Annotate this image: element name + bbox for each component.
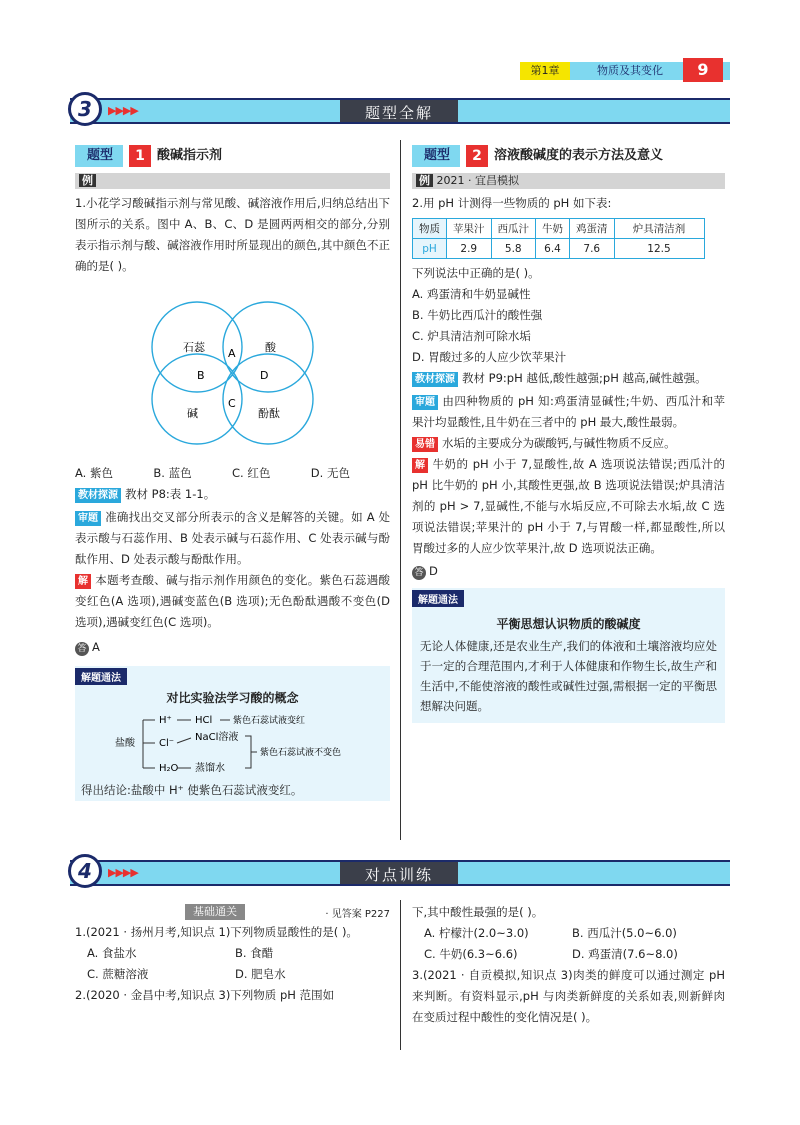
- question-2: 2.用 pH 计测得一些物质的 pH 如下表:: [412, 196, 612, 210]
- option-b: B. 牛奶比西瓜汁的酸性强: [412, 308, 543, 322]
- source-text: 教材 P8:表 1-1。: [125, 487, 216, 501]
- error-note: [412, 433, 725, 454]
- svg-text:紫色石蕊试液变红: 紫色石蕊试液变红: [233, 716, 306, 726]
- option-c: C. 蔗糖溶液: [87, 967, 149, 981]
- shenti-note: [75, 507, 390, 570]
- type-1-section: [75, 145, 390, 801]
- source-note: [75, 484, 390, 505]
- jie-text: 牛奶的 pH 小于 7,显酸性,故 A 选项说法错误;西瓜汁的 pH 比牛奶的 pH 小,其酸性更强,故 B 选项说法错误;炉具清洁剂的 pH > 7,显碱性,不能与水垢反应,不可除去水垢,故 C 选项说法错误;苹果汁的 pH 小于 7,与胃酸一样,都显酸性,所以胃酸过多的人应少饮苹果汁,故 D 选项说法正确。: [412, 457, 725, 555]
- answer-text: D: [429, 564, 438, 578]
- example-label: 例: [79, 174, 96, 187]
- shenti-note: [412, 391, 725, 433]
- method-title: 平衡思想认识物质的酸碱度: [496, 617, 641, 631]
- option-b: B. 食醋: [235, 946, 274, 960]
- table-cell: 6.4: [536, 239, 570, 259]
- example-bar: [412, 173, 725, 189]
- option-b: B. 蓝色: [153, 466, 192, 480]
- table-head: 物质: [413, 219, 447, 239]
- jie-note: [412, 454, 725, 559]
- jie-text: 本题考查酸、碱与指示剂作用颜色的变化。紫色石蕊遇酸变红色(A 选项),遇碱变蓝色(B 选项);无色酚酞遇酸不变色(D 选项),遇碱变红色(C 选项)。: [75, 573, 390, 629]
- venn-d: D: [260, 369, 269, 382]
- type-title: 酸碱指示剂: [157, 148, 223, 163]
- table-head: 西瓜汁: [491, 219, 536, 239]
- table-cell: 2.9: [447, 239, 492, 259]
- method-box-1: [75, 666, 390, 801]
- train-q2: 2.(2020 · 金昌中考,知识点 3)下列物质 pH 范围如: [75, 988, 335, 1002]
- example-label: 例: [416, 174, 433, 187]
- train-q2-row1: [412, 923, 725, 944]
- svg-text:HCl: HCl: [195, 715, 213, 726]
- option-a: A. 紫色: [75, 466, 113, 480]
- column-divider: [400, 140, 401, 840]
- venn-c3: 碱: [187, 407, 198, 420]
- type-number: 1: [129, 145, 151, 167]
- section-3-number: 3: [68, 92, 102, 126]
- ph-table: [412, 218, 705, 259]
- venn-diagram: [75, 287, 390, 457]
- option-b: B. 西瓜汁(5.0~6.0): [572, 926, 677, 940]
- venn-b: B: [197, 369, 205, 382]
- page-number: 9: [683, 58, 723, 82]
- type-number: 2: [466, 145, 488, 167]
- train-q1-row1: [75, 943, 390, 964]
- venn-c2: 酸: [265, 341, 276, 354]
- table-cell: pH: [413, 239, 447, 259]
- chapter-title: 物质及其变化: [597, 64, 663, 77]
- arrows-icon: ▶▶▶▶: [108, 866, 138, 879]
- error-text: 水垢的主要成分为碳酸钙,与碱性物质不反应。: [442, 436, 676, 450]
- option-d: D. 鸡蛋清(7.6~8.0): [572, 947, 678, 961]
- section-4-title: 对点训练: [340, 860, 458, 886]
- venn-c1: 石蕊: [183, 341, 205, 354]
- source-text: 教材 P9:pH 越低,酸性越强;pH 越高,碱性越强。: [462, 371, 707, 385]
- svg-text:蒸馏水: 蒸馏水: [195, 763, 225, 774]
- answer-ref: · 见答案 P227: [325, 908, 390, 920]
- svg-text:Cl⁻: Cl⁻: [159, 738, 175, 749]
- training-right: [412, 902, 725, 1028]
- table-head: 鸡蛋清: [570, 219, 615, 239]
- svg-text:NaCl溶液: NaCl溶液: [195, 732, 239, 743]
- method-conclusion: 得出结论:盐酸中 H⁺ 使紫色石蕊试液变红。: [81, 783, 303, 797]
- train-q1: 1.(2021 · 扬州月考,知识点 1)下列物质显酸性的是( )。: [75, 925, 358, 939]
- table-head: 苹果汁: [447, 219, 492, 239]
- stem: 下列说法中正确的是( )。: [412, 266, 540, 280]
- question-1: 1.小花学习酸碱指示剂与常见酸、碱溶液作用后,归纳总结出下图所示的关系。图中 A、B、C、D 是圆两两相交的部分,分别表示指示剂与酸、碱溶液作用时所显现出的颜色,其中颜色不正确的是( )。: [75, 196, 390, 273]
- svg-text:紫色石蕊试液不变色: 紫色石蕊试液不变色: [260, 748, 342, 758]
- basic-label: 基础通关: [185, 904, 245, 920]
- option-d: D. 肥皂水: [235, 967, 286, 981]
- source-note: [412, 368, 725, 389]
- example-bar: [75, 173, 390, 189]
- source-tag: 教材探源: [75, 488, 121, 503]
- method-box-2: [412, 588, 725, 723]
- venn-a: A: [228, 347, 236, 360]
- option-c: C. 红色: [232, 466, 271, 480]
- venn-c4: 酚酞: [258, 407, 280, 420]
- section-3-title: 题型全解: [340, 98, 458, 124]
- train-q2-cont: 下,其中酸性最强的是( )。: [412, 905, 544, 919]
- answer-icon: 答: [75, 642, 89, 656]
- table-cell: 5.8: [491, 239, 536, 259]
- option-a: A. 柠檬汁(2.0~3.0): [424, 926, 529, 940]
- train-q2-row2: [412, 944, 725, 965]
- shenti-tag: 审题: [412, 395, 438, 410]
- shenti-tag: 审题: [75, 511, 101, 526]
- shenti-text: 准确找出交叉部分所表示的含义是解答的关键。如 A 处表示酸与石蕊作用、B 处表示碱与石蕊作用、C 处表示碱与酚酞作用、D 处表示酸与酚酞作用。: [75, 510, 390, 566]
- error-tag: 易错: [412, 437, 438, 452]
- method-title: 对比实验法学习酸的概念: [166, 691, 299, 705]
- option-d: D. 无色: [310, 466, 350, 480]
- svg-text:盐酸: 盐酸: [115, 738, 135, 749]
- answer-text: A: [92, 640, 100, 654]
- column-divider-2: [400, 900, 401, 1050]
- arrows-icon: ▶▶▶▶: [108, 104, 138, 117]
- type-2-section: [412, 145, 725, 723]
- method-diagram: [75, 706, 390, 776]
- answer-icon: 答: [412, 566, 426, 580]
- method-tag: 解题通法: [75, 668, 127, 685]
- option-c: C. 牛奶(6.3~6.6): [424, 947, 518, 961]
- svg-text:H₂O: H₂O: [159, 763, 179, 774]
- example-source: 2021 · 宜昌模拟: [436, 174, 519, 187]
- train-q3: 3.(2021 · 自贡模拟,知识点 3)肉类的鲜度可以通过测定 pH 来判断。有资料显示,pH 与肉类新鲜度的关系如表,则新鲜肉在变质过程中酸性的变化情况是( )。: [412, 968, 725, 1024]
- venn-c: C: [228, 397, 236, 410]
- type-title: 溶液酸碱度的表示方法及意义: [494, 148, 664, 163]
- method-tag: 解题通法: [412, 590, 464, 607]
- jie-note: [75, 570, 390, 633]
- jie-tag: 解: [75, 574, 91, 589]
- table-head: 炉具清洁剂: [614, 219, 704, 239]
- table-head: 牛奶: [536, 219, 570, 239]
- option-c: C. 炉具清洁剂可除水垢: [412, 329, 531, 343]
- shenti-text: 由四种物质的 pH 知:鸡蛋清显碱性;牛奶、西瓜汁和苹果汁均显酸性,且牛奶在三者中的 pH 最大,酸性最弱。: [412, 394, 725, 429]
- option-d: D. 胃酸过多的人应少饮苹果汁: [412, 350, 567, 364]
- training-left: [75, 904, 390, 1006]
- method-text: 无论人体健康,还是农业生产,我们的体液和土壤溶液均应处于一定的合理范围内,才利于人体健康和作物生长,故生产和生活中,不能使溶液的酸性或碱性过强,需根据一定的平衡思想解决问题。: [420, 639, 717, 713]
- type-label: 题型: [75, 145, 123, 167]
- option-a: A. 食盐水: [87, 946, 137, 960]
- jie-tag: 解: [412, 458, 428, 473]
- options-1: [75, 463, 390, 484]
- table-cell: 7.6: [570, 239, 615, 259]
- answer-1: [75, 637, 390, 658]
- svg-text:H⁺: H⁺: [159, 715, 172, 726]
- section-4-number: 4: [68, 854, 102, 888]
- source-tag: 教材探源: [412, 372, 458, 387]
- chapter-label: 第1章: [520, 62, 570, 80]
- train-q1-row2: [75, 964, 390, 985]
- type-label: 题型: [412, 145, 460, 167]
- table-cell: 12.5: [614, 239, 704, 259]
- answer-2: [412, 561, 725, 582]
- option-a: A. 鸡蛋清和牛奶显碱性: [412, 287, 531, 301]
